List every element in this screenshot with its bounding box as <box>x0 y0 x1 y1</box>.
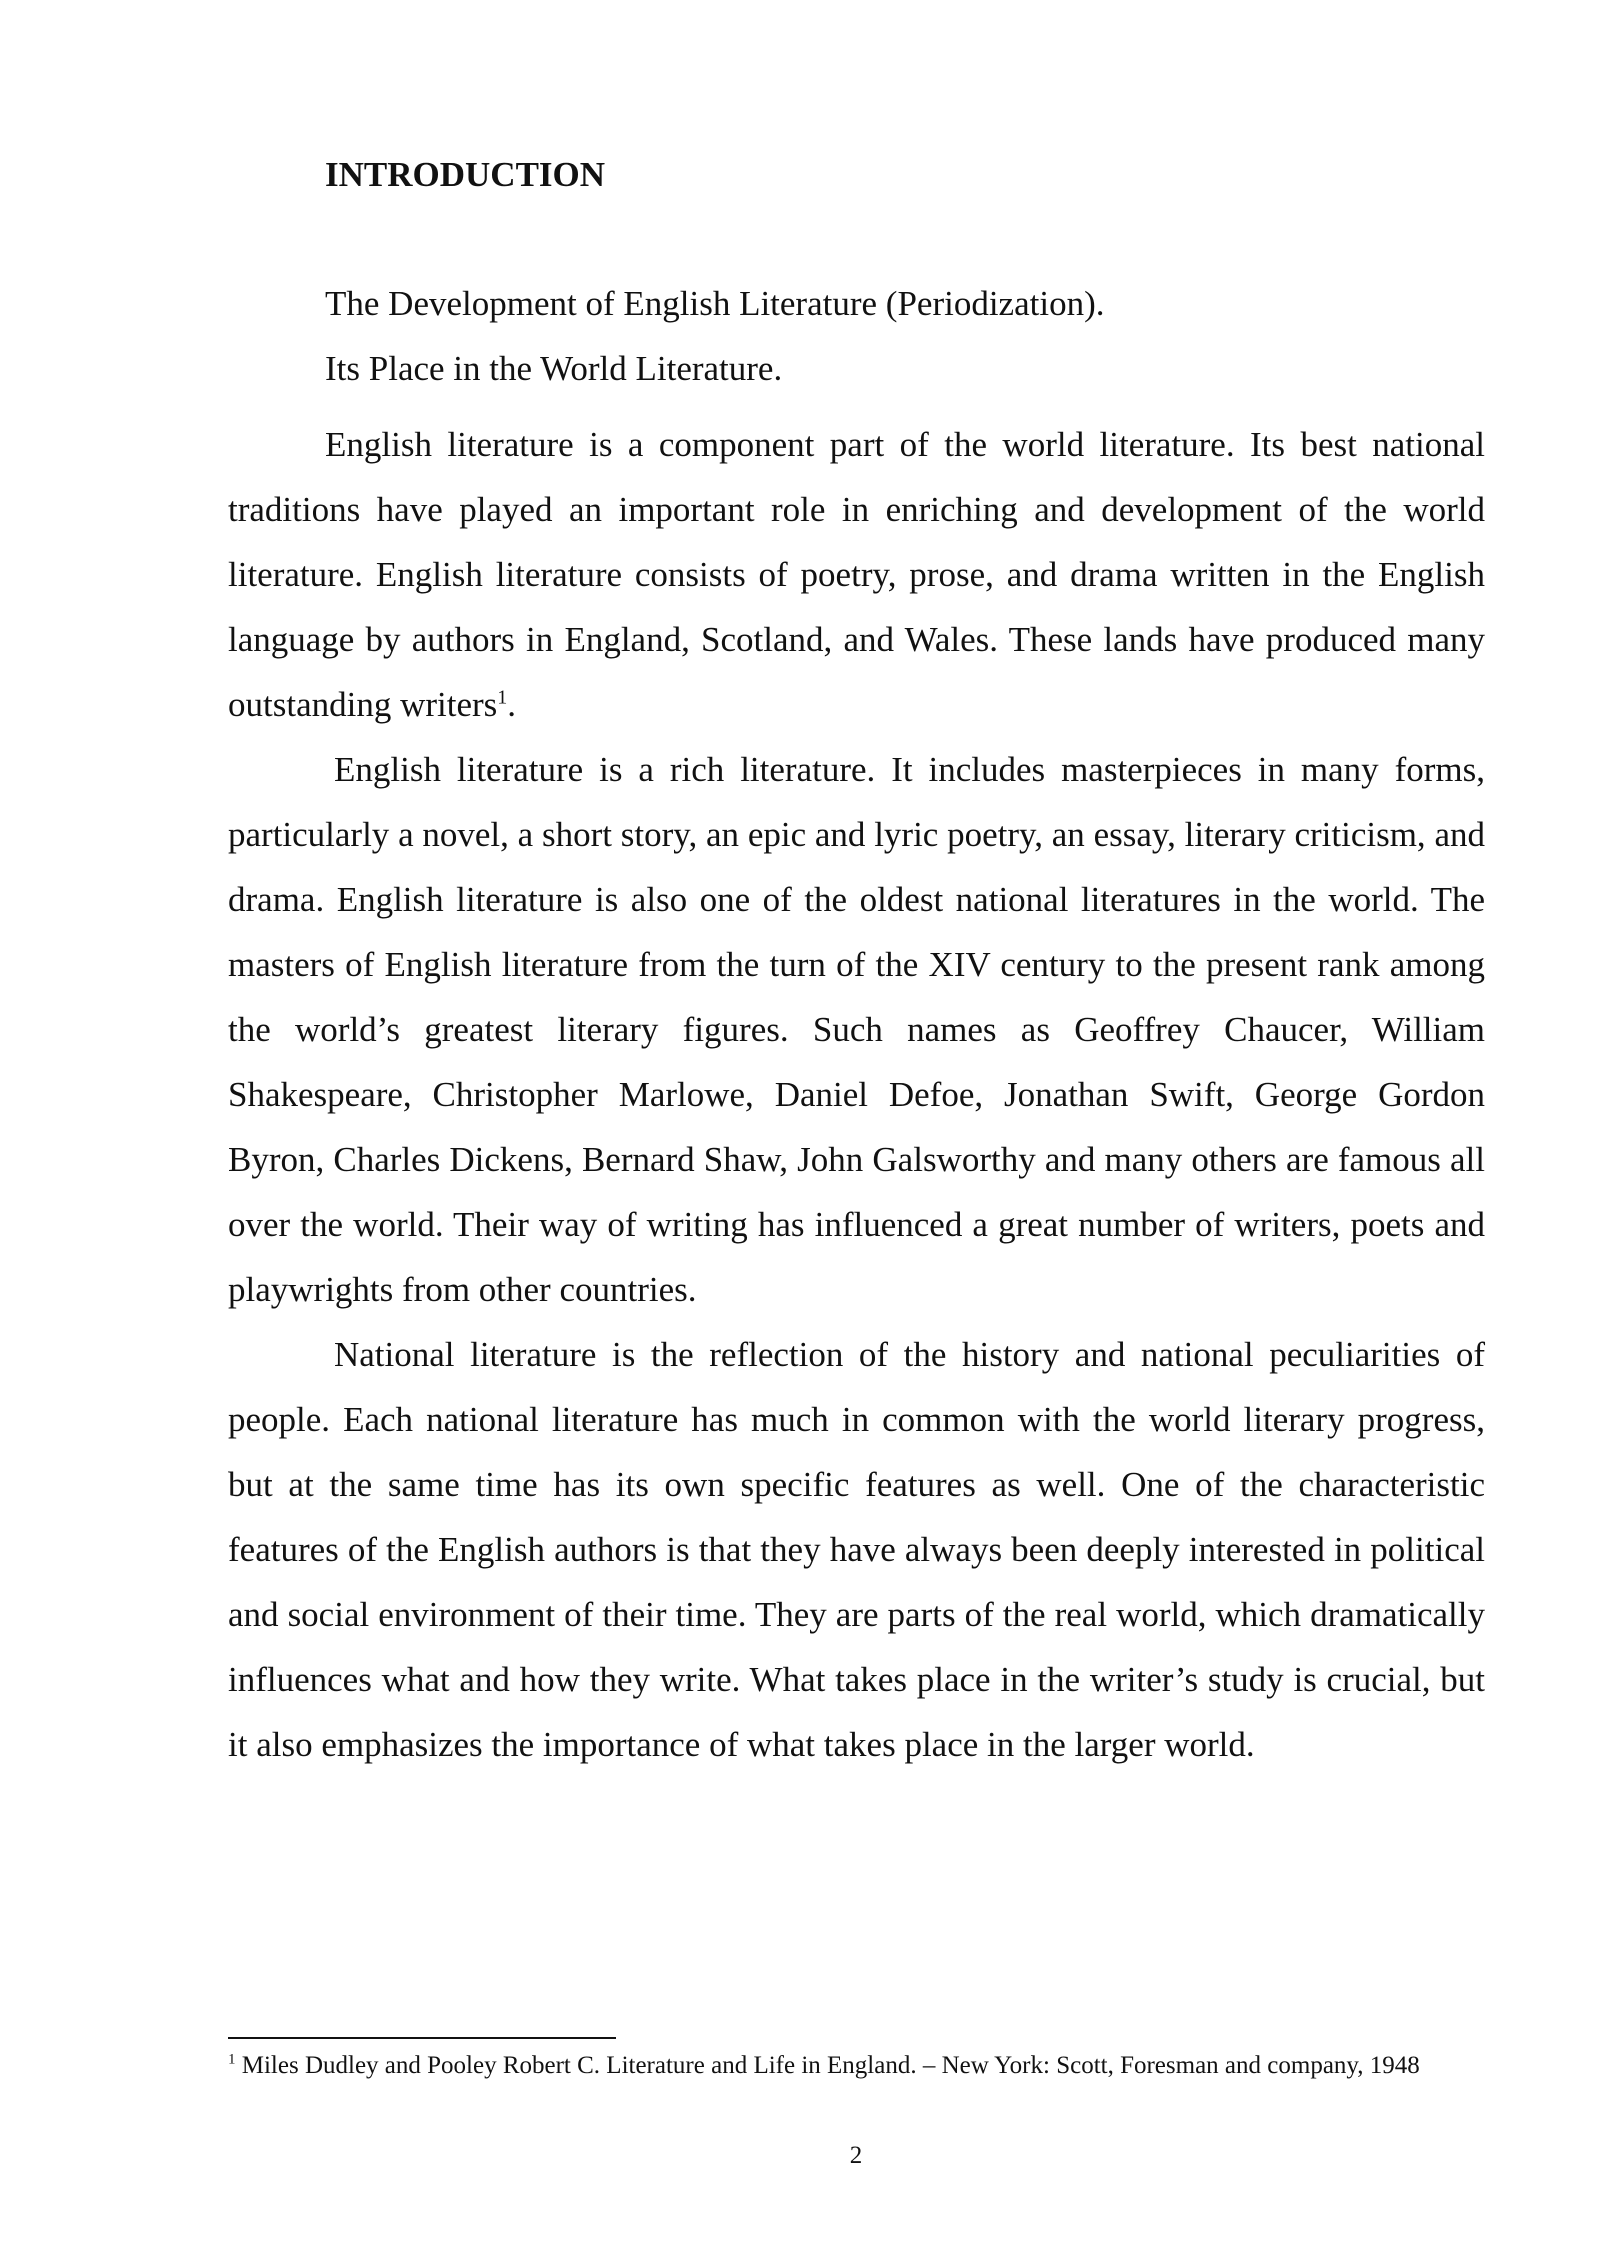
footnote-reference[interactable]: 1 <box>497 686 508 709</box>
page-number: 2 <box>849 2142 863 2169</box>
paragraph-1-text: English literature is a component part of the world literature. Its best national traditions have played an important role in enriching and development of the world literature. English literature consists of poetry, prose, and drama written in the English language by authors in England, Scotland, and Wales. These lands have produced many outstanding writers <box>228 425 1485 724</box>
page-title: INTRODUCTION <box>325 155 606 194</box>
footnote-number: 1 <box>228 2051 236 2068</box>
footnote-text: Miles Dudley and Pooley Robert C. Literature and Life in England. – New York: Scott, Foresman and company, 1948 <box>241 2052 1420 2079</box>
subtitle-line-2: Its Place in the World Literature. <box>325 349 783 388</box>
body-text <box>228 412 1485 1777</box>
paragraph-2: English literature is a rich literature. It includes masterpieces in many forms, particularly a novel, a short story, an epic and lyric poetry, an essay, literary criticism, and drama. English literature is also one of the oldest national literatures in the world. The masters of English literature from the turn of the XIV century to the present rank among the world’s greatest literary figures. Such names as Geoffrey Chaucer, William Shakespeare, Christopher Marlowe, Daniel Defoe, Jonathan Swift, George Gordon Byron, Charles Dickens, Bernard Shaw, John Galsworthy and many others are famous all over the world. Their way of writing has influenced a great number of writers, poets and playwrights from other countries. <box>228 750 1485 1309</box>
subtitle-line-1: The Development of English Literature (Periodization). <box>325 284 1105 323</box>
paragraph-1-end: . <box>507 685 517 724</box>
footnote <box>228 2050 1485 2081</box>
footnote-separator <box>228 2037 616 2039</box>
paragraph-3: National literature is the reflection of the history and national peculiarities of people. Each national literature has much in common with the world literary progress, but at the same time has its own specific features as well. One of the characteristic features of the English authors is that they have always been deeply interested in political and social environment of their time. They are parts of the real world, which dramatically influences what and how they write. What takes place in the writer’s study is crucial, but it also emphasizes the importance of what takes place in the larger world. <box>228 1335 1485 1764</box>
paragraph-1 <box>228 412 1485 737</box>
